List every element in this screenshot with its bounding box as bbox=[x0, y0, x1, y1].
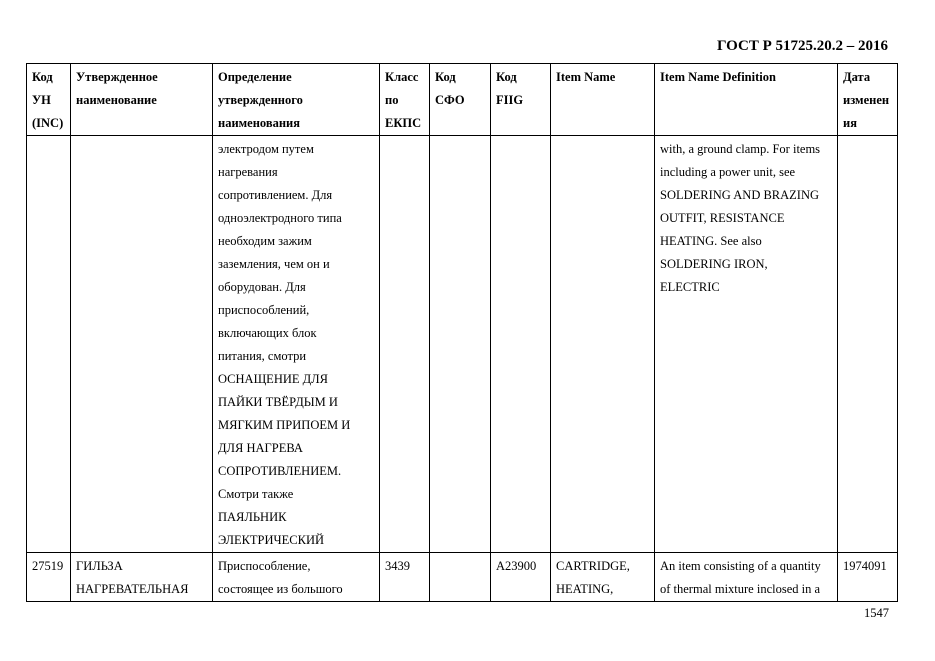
cell-item-name-definition: An item consisting of a quantity of thermal mixture inclosed in a bbox=[655, 553, 838, 602]
table-row bbox=[27, 553, 898, 602]
cell-definition-ru: электродом путем нагревания сопротивлением. Для одноэлектродного типа необходим зажим заземления, чем он и оборудован. Для приспособлений, включающих блок питания, смотри ОСНАЩЕНИЕ ДЛЯ ПАЙКИ ТВЁРДЫМ И МЯГКИМ ПРИПОЕМ И ДЛЯ НАГРЕВА СОПРОТИВЛЕНИЕМ. Смотри также ПАЯЛЬНИК ЭЛЕКТРИЧЕСКИЙ bbox=[213, 136, 380, 553]
cell-approved-name: ГИЛЬЗА НАГРЕВАТЕЛЬНАЯ bbox=[71, 553, 213, 602]
cell-inc: 27519 bbox=[27, 553, 71, 602]
cell-sfo bbox=[430, 553, 491, 602]
cell-sfo bbox=[430, 136, 491, 553]
cell-change-date: 1974091 bbox=[838, 553, 898, 602]
cell-fiig: A23900 bbox=[491, 553, 551, 602]
header-change-date: Дата изменен ия bbox=[838, 64, 898, 136]
catalog-table bbox=[26, 63, 898, 602]
header-definition-ru: Определение утвержденного наименования bbox=[213, 64, 380, 136]
cell-approved-name bbox=[71, 136, 213, 553]
header-item-name-definition: Item Name Definition bbox=[655, 64, 838, 136]
header-approved-name: Утвержденное наименование bbox=[71, 64, 213, 136]
cell-class bbox=[380, 136, 430, 553]
header-item-name: Item Name bbox=[551, 64, 655, 136]
cell-change-date bbox=[838, 136, 898, 553]
header-inc: Код УН (INC) bbox=[27, 64, 71, 136]
cell-definition-ru: Приспособление, состоящее из большого bbox=[213, 553, 380, 602]
cell-item-name: CARTRIDGE, HEATING, bbox=[551, 553, 655, 602]
cell-fiig bbox=[491, 136, 551, 553]
cell-class: 3439 bbox=[380, 553, 430, 602]
header-class: Класс по ЕКПС bbox=[380, 64, 430, 136]
cell-inc bbox=[27, 136, 71, 553]
table-row bbox=[27, 136, 898, 553]
header-sfo: Код СФО bbox=[430, 64, 491, 136]
cell-item-name bbox=[551, 136, 655, 553]
header-fiig: Код FIIG bbox=[491, 64, 551, 136]
document-standard-header: ГОСТ Р 51725.20.2 – 2016 bbox=[716, 38, 888, 54]
table-header-row bbox=[27, 64, 898, 136]
page-number: 1547 bbox=[864, 606, 889, 620]
cell-item-name-definition: with, a ground clamp. For items including a power unit, see SOLDERING AND BRAZING OUTFIT, RESISTANCE HEATING. See also SOLDERING IRON, ELECTRIC bbox=[655, 136, 838, 553]
